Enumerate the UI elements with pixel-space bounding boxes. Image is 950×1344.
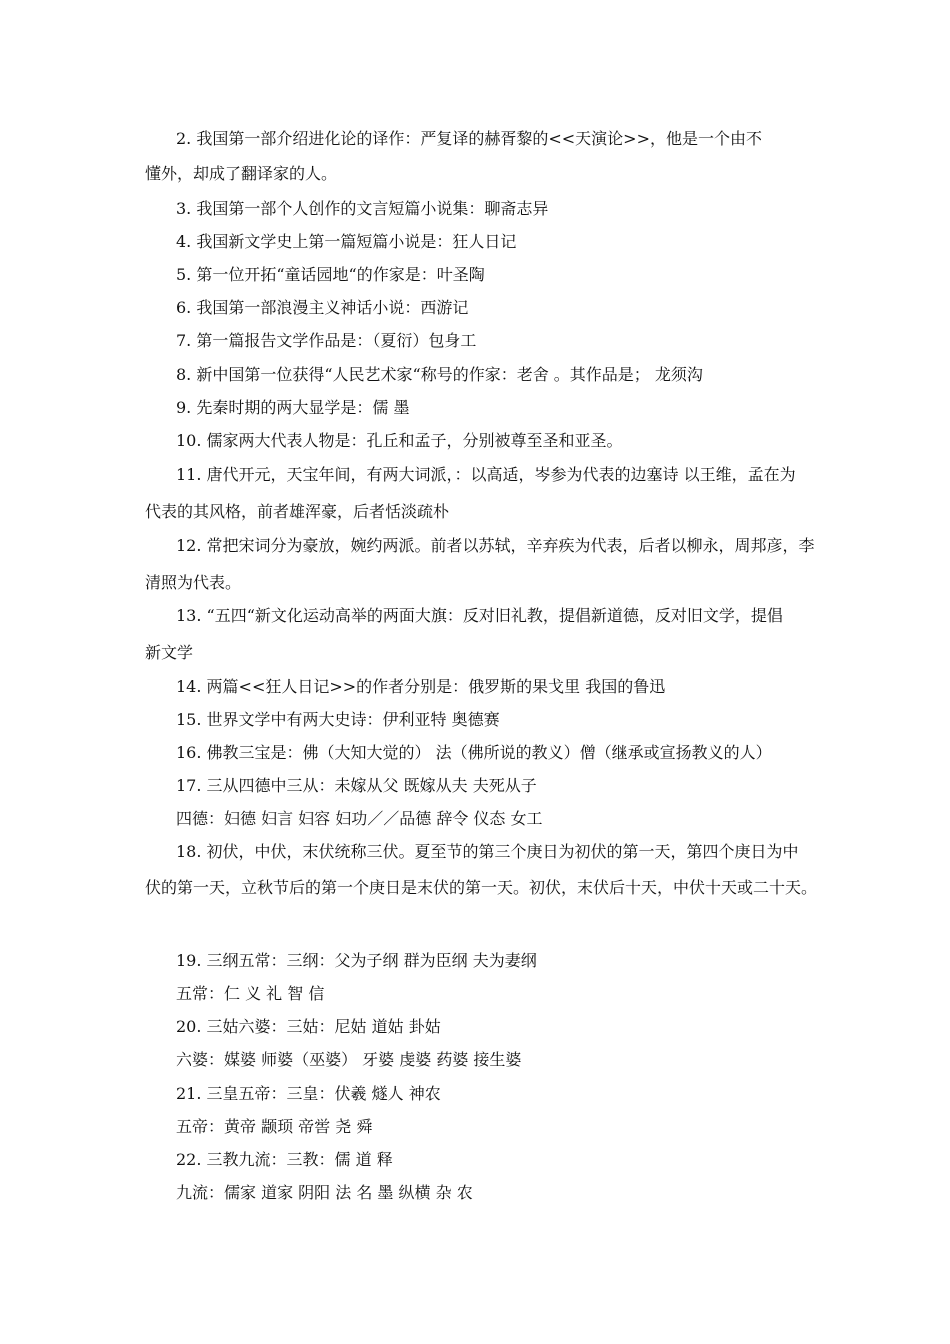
item-2-line-2: 懂外，却成了翻译家的人。	[145, 164, 338, 183]
item-22-line-2: 九流：儒家 道家 阴阳 法 名 墨 纵横 杂 农	[176, 1183, 473, 1202]
item-11-line-1: 11. 唐代开元，天宝年间，有两大词派，：以高适，岑参为代表的边塞诗 以王维，孟在为	[176, 465, 796, 484]
item-19-line-2: 五常：仁 义 礼 智 信	[176, 984, 325, 1003]
item-19-line-1: 19. 三纲五常：三纲：父为子纲 群为臣纲 夫为妻纲	[176, 951, 537, 970]
item-15: 15. 世界文学中有两大史诗：伊利亚特 奥德赛	[176, 710, 500, 729]
item-18-line-1: 18. 初伏，中伏，末伏统称三伏。夏至节的第三个庚日为初伏的第一天，第四个庚日为中	[176, 842, 799, 861]
item-6: 6. 我国第一部浪漫主义神话小说：西游记	[176, 298, 469, 317]
item-11-line-2: 代表的其风格，前者雄浑豪，后者恬淡疏朴	[145, 502, 450, 521]
item-5: 5. 第一位开拓“童话园地“的作家是：叶圣陶	[176, 265, 485, 284]
item-21-line-2: 五帝：黄帝 颛顼 帝喾 尧 舜	[176, 1117, 373, 1136]
item-10: 10. 儒家两大代表人物是：孔丘和孟子，分别被尊至圣和亚圣。	[176, 431, 623, 450]
item-16: 16. 佛教三宝是：佛（大知大觉的） 法（佛所说的教义）僧（继承或宣扬教义的人）	[176, 743, 772, 762]
item-22-line-1: 22. 三教九流：三教：儒 道 释	[176, 1150, 393, 1169]
item-12-line-1: 12. 常把宋词分为豪放，婉约两派。前者以苏轼，辛弃疾为代表，后者以柳永，周邦彦，李	[176, 536, 815, 555]
item-4: 4. 我国新文学史上第一篇短篇小说是：狂人日记	[176, 232, 517, 251]
item-20-line-1: 20. 三姑六婆：三姑：尼姑 道姑 卦姑	[176, 1017, 441, 1036]
item-17-line-1: 17. 三从四德中三从：未嫁从父 既嫁从夫 夫死从子	[176, 776, 537, 795]
item-17-line-2: 四德：妇德 妇言 妇容 妇功／／品德 辞令 仪态 女工	[176, 809, 543, 828]
item-18-line-2: 伏的第一天，立秋节后的第一个庚日是末伏的第一天。初伏，末伏后十天，中伏十天或二十天。	[145, 878, 818, 897]
item-14: 14. 两篇<<狂人日记>>的作者分别是：俄罗斯的果戈里 我国的鲁迅	[176, 677, 666, 696]
item-13-line-2: 新文学	[145, 643, 194, 662]
item-12-line-2: 清照为代表。	[145, 573, 242, 592]
item-21-line-1: 21. 三皇五帝：三皇：伏羲 燧人 神农	[176, 1084, 441, 1103]
item-8: 8. 新中国第一位获得“人民艺术家“称号的作家：老舍 。其作品是； 龙须沟	[176, 365, 703, 384]
item-7: 7. 第一篇报告文学作品是：（夏衍）包身工	[176, 331, 477, 350]
item-9: 9. 先秦时期的两大显学是：儒 墨	[176, 398, 410, 417]
item-3: 3. 我国第一部个人创作的文言短篇小说集：聊斋志异	[176, 199, 549, 218]
item-13-line-1: 13. “五四“新文化运动高举的两面大旗：反对旧礼教，提倡新道德，反对旧文学，提倡	[176, 606, 783, 625]
item-2-line-1: 2. 我国第一部介绍进化论的译作：严复译的赫胥黎的<<天演论>>，他是一个由不	[176, 129, 762, 148]
item-20-line-2: 六婆：媒婆 师婆（巫婆） 牙婆 虔婆 药婆 接生婆	[176, 1050, 522, 1069]
